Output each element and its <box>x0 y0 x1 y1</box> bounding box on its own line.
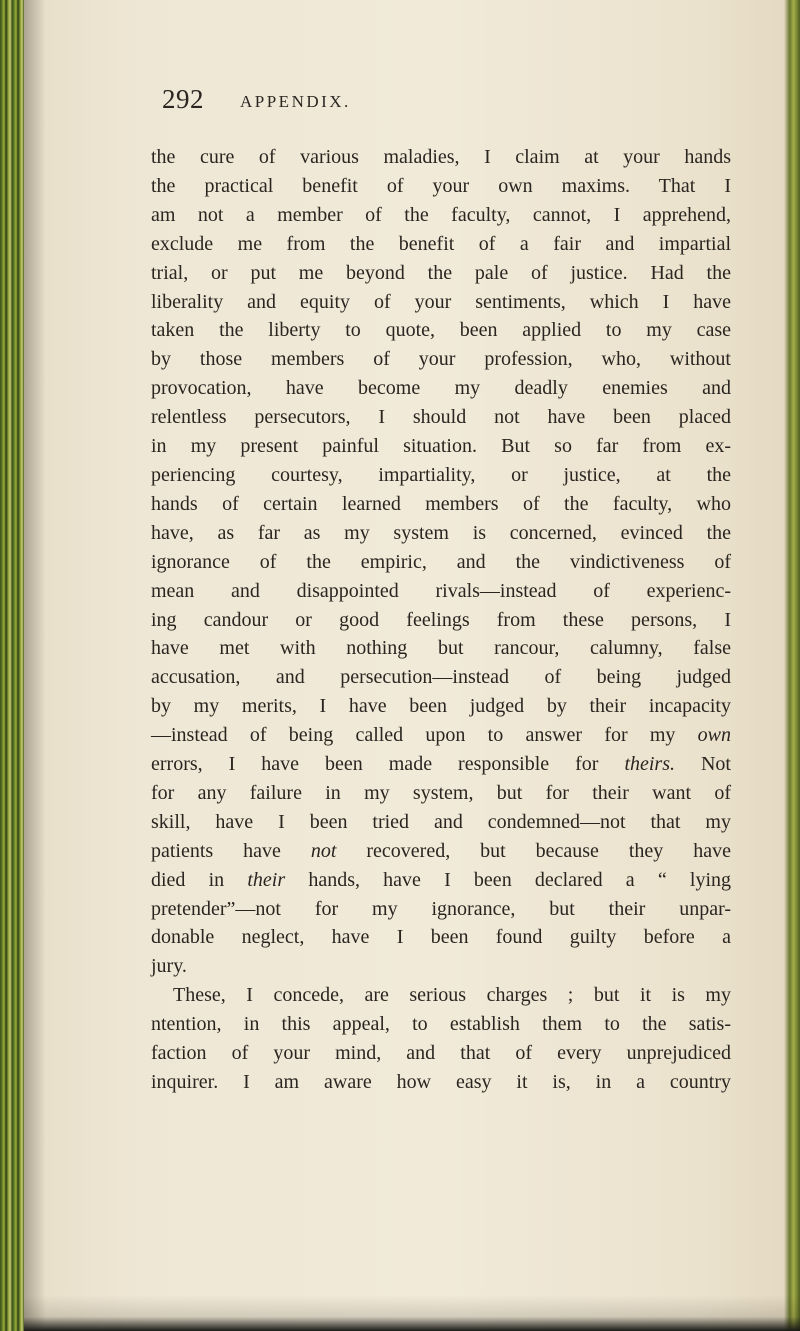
italic-emphasis: theirs. <box>624 753 675 776</box>
text-line <box>151 837 731 866</box>
text-line: donable neglect, have I been found guilty before a <box>151 926 731 949</box>
running-head: APPENDIX. <box>240 92 351 111</box>
text-line: inquirer. I am aware how easy it is, in a country <box>151 1071 731 1093</box>
italic-emphasis: own <box>697 724 731 747</box>
text-line: faction of your mind, and that of every unprejudiced <box>151 1042 731 1065</box>
text-line: periencing courtesy, impartiality, or justice, at the <box>151 463 731 486</box>
text-line: accusation, and persecution—instead of being judged <box>151 666 731 689</box>
text-segment: errors, I have been made responsible for <box>151 753 625 776</box>
book-spine-left <box>0 0 24 1331</box>
text-line: the cure of various maladies, I claim at your hands <box>151 146 731 168</box>
italic-emphasis: not <box>310 839 337 862</box>
book-edge-right <box>784 0 800 1331</box>
text-line: relentless persecutors, I should not have been placed <box>151 406 731 429</box>
page-number: 292 <box>162 84 204 114</box>
text-line: have met with nothing but rancour, calumny, false <box>151 637 731 660</box>
gutter-shadow <box>24 0 46 1331</box>
text-line: am not a member of the faculty, cannot, I apprehend, <box>151 203 731 226</box>
text-line: ignorance of the empiric, and the vindictiveness of <box>151 550 731 573</box>
text-segment: patients have <box>151 839 311 862</box>
text-line: for any failure in my system, but for their want of <box>151 781 731 804</box>
text-segment: recovered, but because they have <box>336 839 731 862</box>
body-text <box>151 143 731 1097</box>
text-line: pretender”—not for my ignorance, but their unpar- <box>151 897 731 920</box>
text-segment: Not <box>675 753 731 776</box>
italic-emphasis: their <box>247 868 286 891</box>
text-line: These, I concede, are serious charges ; but it is my <box>173 984 731 1007</box>
text-line: by my merits, I have been judged by their incapacity <box>151 695 731 718</box>
text-line: taken the liberty to quote, been applied to my case <box>151 319 731 342</box>
text-segment: died in <box>151 868 248 891</box>
text-line: jury. <box>151 955 187 978</box>
text-line: exclude me from the benefit of a fair and impartial <box>151 232 731 255</box>
text-line <box>151 866 731 895</box>
text-line: by those members of your profession, who, without <box>151 348 731 371</box>
text-line: skill, have I been tried and condemned—not that my <box>151 810 731 833</box>
text-line <box>151 721 731 750</box>
text-line <box>151 750 731 779</box>
page-bottom-edge <box>24 1295 800 1331</box>
text-segment: hands, have I been declared a “ lying <box>285 868 731 891</box>
text-line: the practical benefit of your own maxims. That I <box>151 174 731 197</box>
text-line: in my present painful situation. But so far from ex- <box>151 435 731 458</box>
text-line: ing candour or good feelings from these persons, I <box>151 608 731 631</box>
text-line: hands of certain learned members of the faculty, who <box>151 492 731 515</box>
text-line: provocation, have become my deadly enemies and <box>151 377 731 400</box>
text-line: mean and disappointed rivals—instead of experienc- <box>151 579 731 602</box>
text-line: have, as far as my system is concerned, evinced the <box>151 521 731 544</box>
page-header <box>162 84 722 124</box>
text-line: liberality and equity of your sentiments, which I have <box>151 290 731 313</box>
text-line: ntention, in this appeal, to establish them to the satis- <box>151 1013 731 1036</box>
text-line: trial, or put me beyond the pale of justice. Had the <box>151 261 731 284</box>
text-segment: —instead of being called upon to answer for my <box>151 724 698 747</box>
